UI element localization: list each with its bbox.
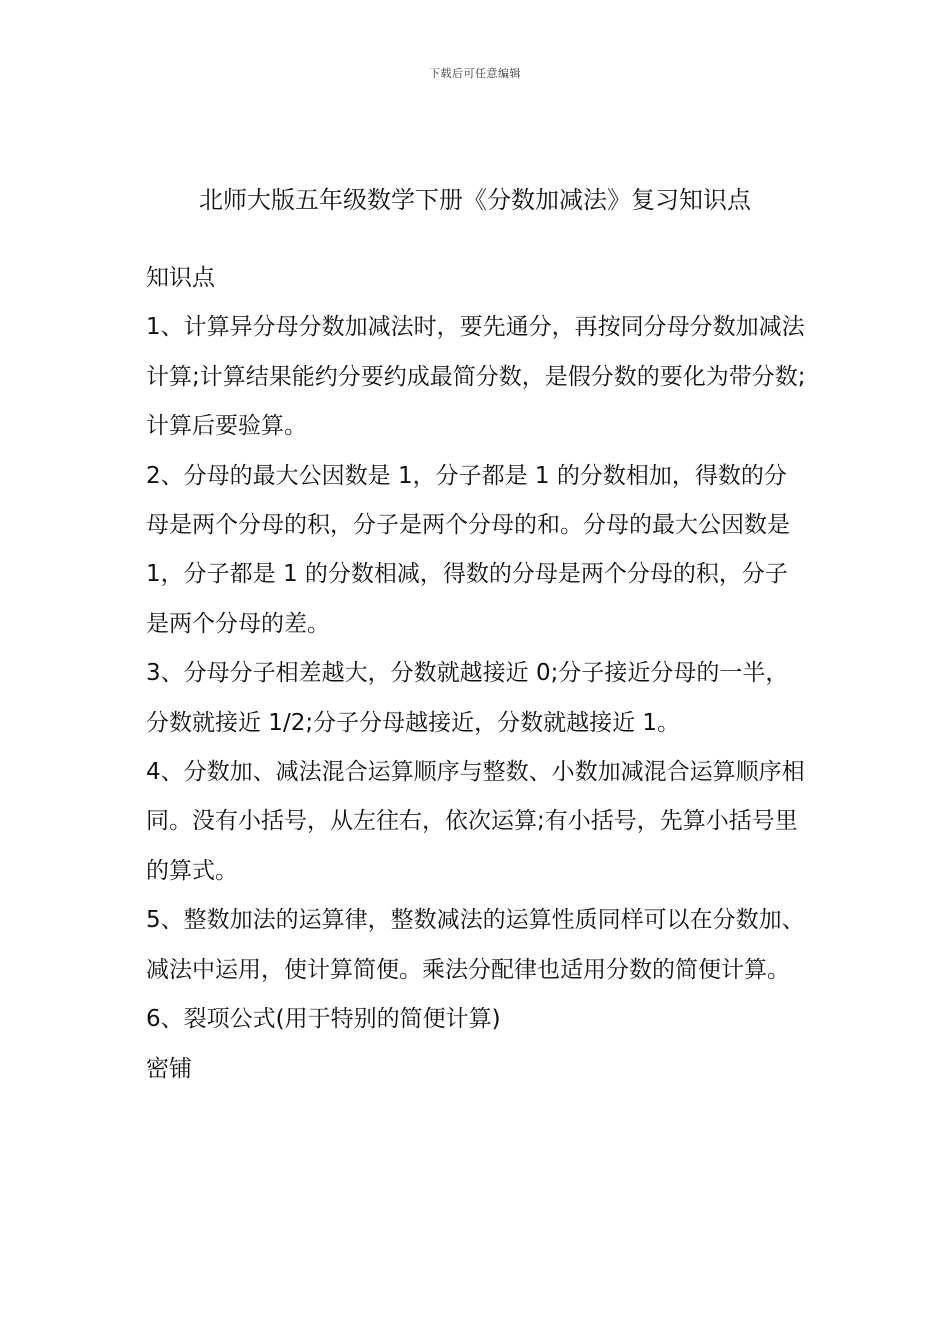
section-heading: 知识点 <box>146 265 215 291</box>
knowledge-item-3: 3、分母分子相差越大，分数就越接近 0;分子接近分母的一半，分数就接近 1/2;分子分母越接近，分数就越接近 1。 <box>146 660 789 736</box>
knowledge-item-4: 4、分数加、减法混合运算顺序与整数、小数加减混合运算顺序相同。没有小括号，从左往右，依次运算;有小括号，先算小括号里的算式。 <box>146 759 805 884</box>
header-note: 下载后可任意编辑 <box>429 67 521 80</box>
document-title: 北师大版五年级数学下册《分数加减法》复习知识点 <box>199 186 751 214</box>
knowledge-item-1: 1、计算异分母分数加减法时，要先通分，再按同分母分数加减法计算;计算结果能约分要约成最简分数，是假分数的要化为带分数;计算后要验算。 <box>146 314 806 440</box>
trailing-text: 密铺 <box>146 1055 192 1082</box>
document-body <box>146 254 806 1094</box>
knowledge-item-6: 6、裂项公式(用于特别的简便计算) <box>146 1006 501 1033</box>
knowledge-item-2: 2、分母的最大公因数是 1，分子都是 1 的分数相加，得数的分母是两个分母的积，分子是两个分母的和。分母的最大公因数是 1，分子都是 1 的分数相减，得数的分母是两个分母的积，分子是两个分母的差。 <box>146 462 790 637</box>
knowledge-item-5: 5、整数加法的运算律，整数减法的运算性质同样可以在分数加、减法中运用，使计算简便。乘法分配律也适用分数的简便计算。 <box>146 907 805 983</box>
